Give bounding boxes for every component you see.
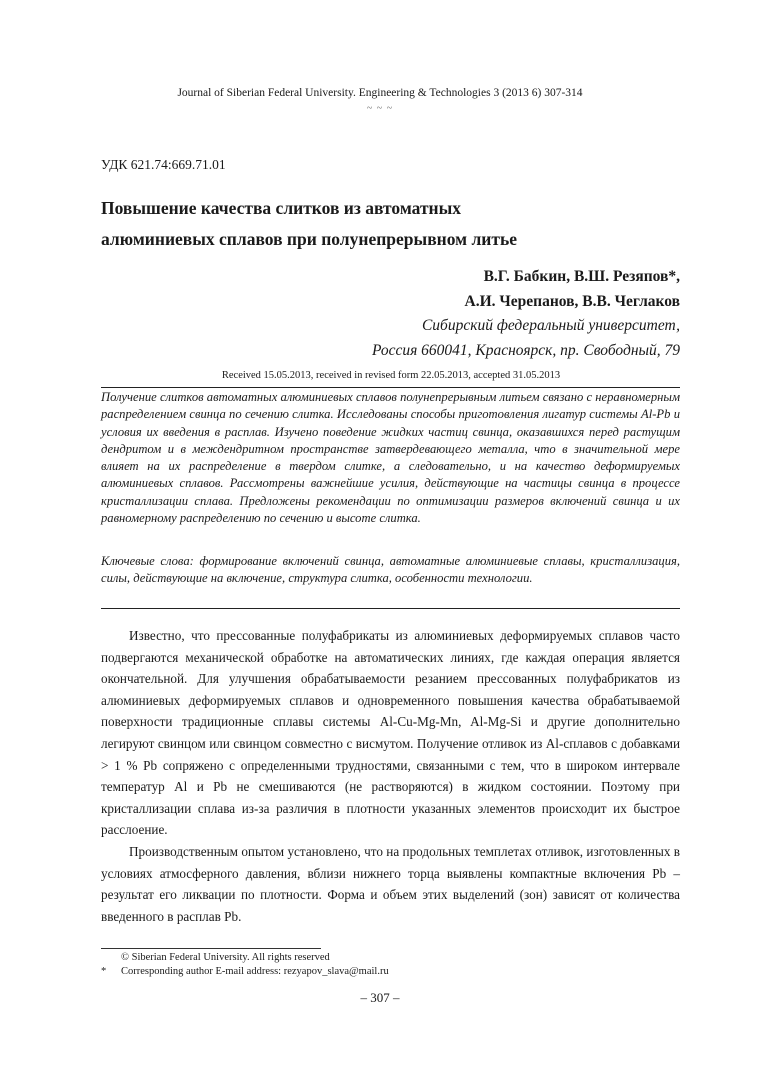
authors-line: В.Г. Бабкин, В.Ш. Резяпов*, [483,268,680,285]
keywords: Ключевые слова: формирование включений свинца, автоматные алюминиевые сплавы, кристаллизация, силы, действующие на включение, структура слитка, особенности технологии. [101,554,680,586]
article-title [101,193,661,255]
title-line: алюминиевых сплавов при полунепрерывном литье [101,229,517,249]
footnote-mark: * [101,966,107,977]
affiliation-line: Россия 660041, Красноярск, пр. Свободный, 79 [371,341,680,359]
body-paragraph: Известно, что прессованные полуфабрикаты из алюминиевых деформируемых сплавов часто подвергаются механической обработке на автоматических линиях, где каждая операция является окончательной. Для улучшения обрабатываемости резанием прессованных полуфабрикатов из алюминиевых деформируемых сплавов и одновременного повышения качества обрабатываемой поверхности традиционные сплавы системы Al-Cu-Mg-Mn, Al-Mg-Si и другие дополнительно легируют свинцом или свинцом совместно с висмутом. Получение отливок из Al-сплавов с добавками > 1 % Pb сопряжено с определенными трудностями, связанными с тем, что в широком интервале температур Al и Pb не смешиваются (не растворяются) в жидком состоянии. Поэтому при кристаллизации сплава из-за различия в плотности указанных элементов происходит их быстрое расслоение. [101,628,680,838]
abstract-top-rule [101,387,680,388]
title-line: Повышение качества слитков из автоматных [101,198,462,218]
footnote-text: Corresponding author E-mail address: rezyapov_slava@mail.ru [121,966,389,977]
footnote-corresponding-author [101,965,389,979]
udc-code: УДК 621.74:669.71.01 [101,157,226,172]
footnote-text: © Siberian Federal University. All rights reserved [121,952,330,963]
authors-line: А.И. Черепанов, В.В. Чеглаков [464,292,680,310]
authors-block [160,265,680,363]
received-dates: Received 15.05.2013, received in revised form 22.05.2013, accepted 31.05.2013 [221,370,561,381]
abstract: Получение слитков автоматных алюминиевых сплавов полунепрерывным литьем связано с неравномерным распределением свинца по сечению слитка. Исследованы способы приготовления лигатур системы Al-Pb и условия их введения в расплав. Изучено поведение жидких частиц свинца, оказавшихся перед растущим дендритом и в междендритном пространстве затвердевающего металла, что в значительной мере влияет на их распределение в твердом слитке, а следовательно, и на качество деформируемых алюминиевых сплавов. Рассмотрены важнейшие усилия, действующие на частицы свинца в процессе кристаллизации сплава. Предложены рекомендации по оптимизации размеров включений свинца и их равномерному распределению по сечению и высоте слитка. [101,390,680,526]
body-paragraph: Производственным опытом установлено, что на продольных темплетах отливок, изготовленных в условиях атмосферного давления, вблизи нижнего торца выявлены компактные включения Pb – результат его ликвации по плотности. Форма и объем этих выделений (зон) зависят от количества введенного в расплав Pb. [101,843,680,924]
footnote-copyright [101,951,389,965]
affiliation-line: Сибирский федеральный университет, [421,317,680,334]
journal-header: Journal of Siberian Federal University. Engineering & Technologies 3 (2013 6) 307-314 [177,87,583,99]
footnote-mark [101,951,121,965]
page-number: – 307 – [360,990,400,1005]
footnote-rule [101,948,321,949]
footnotes [101,951,389,979]
header-ornament: ~ ~ ~ [366,103,394,114]
abstract-bottom-rule [101,608,680,609]
body-text [101,625,680,927]
